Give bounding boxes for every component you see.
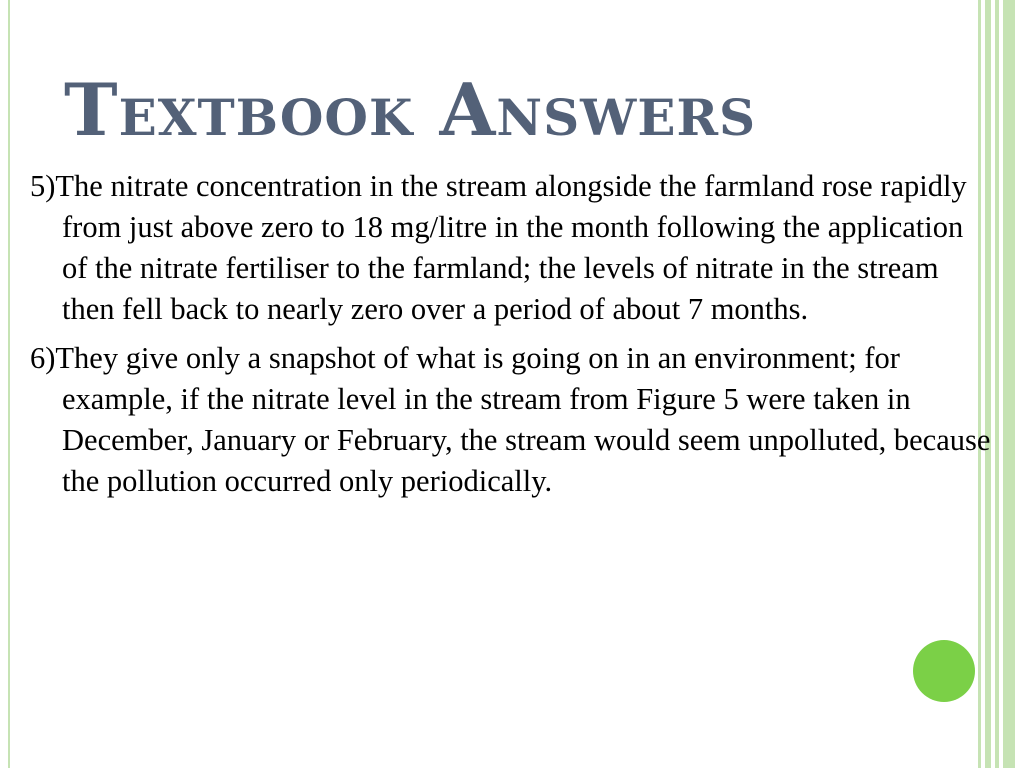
- decorative-circle: [913, 640, 975, 702]
- left-border-line: [8, 0, 10, 768]
- slide-body: [30, 166, 995, 510]
- answer-6: 6)They give only a snapshot of what is going on in an environment; for example, if the nitrate level in the stream from Figure 5 were taken in December, January or February, the stream would seem unpolluted, because the pollution occurred only periodically.: [30, 341, 991, 498]
- decorative-stripe: [1003, 0, 1015, 768]
- slide-title: Textbook Answers: [64, 67, 757, 152]
- decorative-stripe: [995, 0, 999, 768]
- answer-5: 5)The nitrate concentration in the stream alongside the farmland rose rapidly from just above zero to 18 mg/litre in the month following the application of the nitrate fertiliser to the farmland; the levels of nitrate in the stream then fell back to nearly zero over a period of about 7 months.: [30, 169, 967, 326]
